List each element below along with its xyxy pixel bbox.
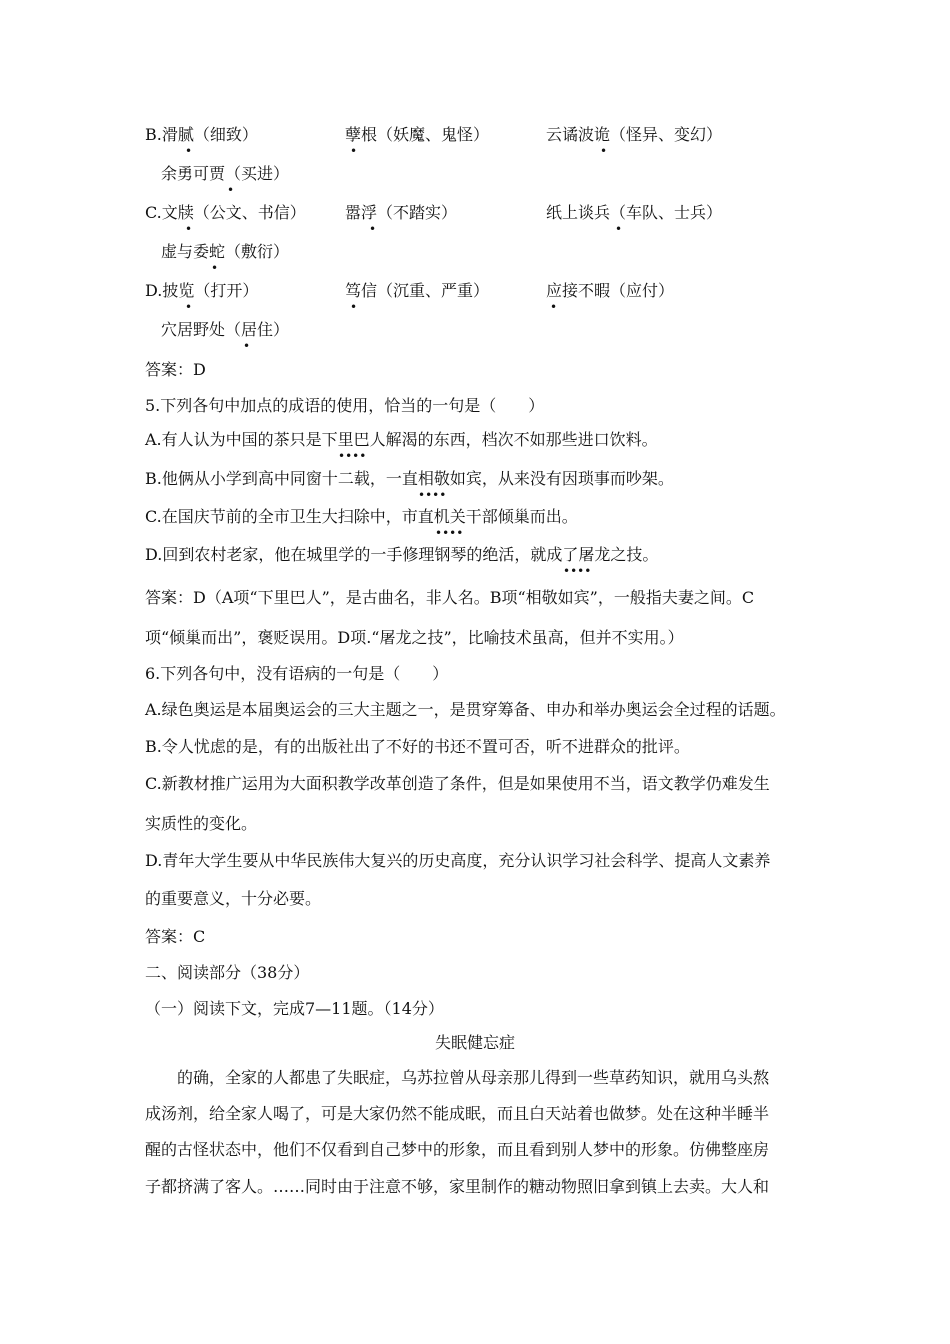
emphasis-dot: • xyxy=(350,300,358,314)
section-subheading: （一）阅读下文，完成7—11题。（14分） xyxy=(145,999,444,1018)
q6-option-c-line1: C.新教材推广运用为大面积教学改革创造了条件，但是如果使用不当，语文教学仍难发生 xyxy=(145,774,770,793)
q4-option-d-word4: 穴居野处（居住） xyxy=(161,320,290,339)
q4-option-d-word1: D.披览（打开） xyxy=(145,281,259,300)
q5-option-d: D.回到农村老家，他在城里学的一手修理钢琴的绝活，就成了屠龙之技。 xyxy=(145,545,659,564)
passage-line-3: 醒的古怪状态中，他们不仅看到自己梦中的形象，而且看到别人梦中的形象。仿佛整座房 xyxy=(145,1140,770,1160)
q4-option-d-word2: 笃信（沉重、严重） xyxy=(345,281,490,300)
q4-option-c-word1: C.文牍（公文、书信） xyxy=(145,203,306,222)
q4-option-c-word3: 纸上谈兵（车队、士兵） xyxy=(546,203,723,222)
passage-body xyxy=(145,1060,809,1205)
emphasis-dot: • xyxy=(185,222,193,236)
passage-title: 失眠健忘症 xyxy=(434,1033,515,1052)
emphasis-dot: •••• xyxy=(338,449,367,463)
emphasis-dot: • xyxy=(369,222,377,236)
emphasis-dot: • xyxy=(600,144,608,158)
q4-option-c-word4: 虚与委蛇（敷衍） xyxy=(161,242,290,261)
q6-option-a: A.绿色奥运是本届奥运会的三大主题之一，是贯穿筹备、申办和举办奥运会全过程的话题。 xyxy=(145,700,786,719)
passage-line-1: 的确，全家的人都患了失眠症，乌苏拉曾从母亲那儿得到一些草药知识，就用乌头熬 xyxy=(177,1068,770,1087)
emphasis-dot: • xyxy=(243,339,251,353)
q5-option-c: C.在国庆节前的全市卫生大扫除中，市直机关干部倾巢而出。 xyxy=(145,507,578,526)
q6-option-b: B.令人忧虑的是，有的出版社出了不好的书还不置可否，听不进群众的批评。 xyxy=(145,737,690,756)
q5-answer-line1: 答案：D（A项“下里巴人”，是古曲名，非人名。B项“相敬如宾”，一般指夫妻之间。C xyxy=(145,588,755,607)
q4-option-b-word2: 孽根（妖魔、鬼怪） xyxy=(345,125,490,144)
emphasis-dot: • xyxy=(227,183,235,197)
q4-option-b-word3: 云谲波诡（怪异、变幻） xyxy=(546,125,723,144)
emphasis-dot: • xyxy=(211,261,219,275)
q5-option-a: A.有人认为中国的茶只是下里巴人解渴的东西，档次不如那些进口饮料。 xyxy=(145,430,658,449)
emphasis-dot: • xyxy=(550,300,558,314)
emphasis-dot: • xyxy=(615,222,623,236)
q5-option-b: B.他俩从小学到高中同窗十二载，一直相敬如宾，从来没有因琐事而吵架。 xyxy=(145,469,674,488)
q6-stem: 6.下列各句中，没有语病的一句是（ ） xyxy=(145,664,449,683)
q6-answer: 答案：C xyxy=(145,927,206,946)
section-heading: 二、阅读部分（38分） xyxy=(145,963,310,982)
emphasis-dot: • xyxy=(350,144,358,158)
q6-option-d-line1: D.青年大学生要从中华民族伟大复兴的历史高度，充分认识学习社会科学、提高人文素养 xyxy=(145,851,771,870)
q6-option-d-line2: 的重要意义，十分必要。 xyxy=(145,889,322,908)
q4-option-c-word2: 嚣浮（不踏实） xyxy=(345,203,458,222)
q6-option-c-line2: 实质性的变化。 xyxy=(145,814,258,833)
passage-line-2: 成汤剂，给全家人喝了，可是大家仍然不能成眠，而且白天站着也做梦。处在这种半睡半 xyxy=(145,1104,770,1124)
emphasis-dot: •••• xyxy=(418,488,447,502)
emphasis-dot: •••• xyxy=(435,526,464,540)
q5-stem: 5.下列各句中加点的成语的使用，恰当的一句是（ ） xyxy=(145,396,545,415)
passage-line-4: 子都挤满了客人。……同时由于注意不够，家里制作的糖动物照旧拿到镇上去卖。大人和 xyxy=(145,1176,770,1196)
q5-answer-line2: 项“倾巢而出”，褒贬误用。D项.“屠龙之技”，比喻技术虽高，但并不实用。） xyxy=(145,628,684,647)
q4-option-d-word3: 应接不暇（应付） xyxy=(546,281,675,300)
emphasis-dot: • xyxy=(185,144,193,158)
q4-answer: 答案：D xyxy=(145,360,206,379)
emphasis-dot: • xyxy=(185,300,193,314)
q4-option-b-word4: 余勇可贾（买进） xyxy=(161,164,290,183)
q4-option-b-word1: B.滑腻（细致） xyxy=(145,125,258,144)
emphasis-dot: •••• xyxy=(563,564,592,578)
